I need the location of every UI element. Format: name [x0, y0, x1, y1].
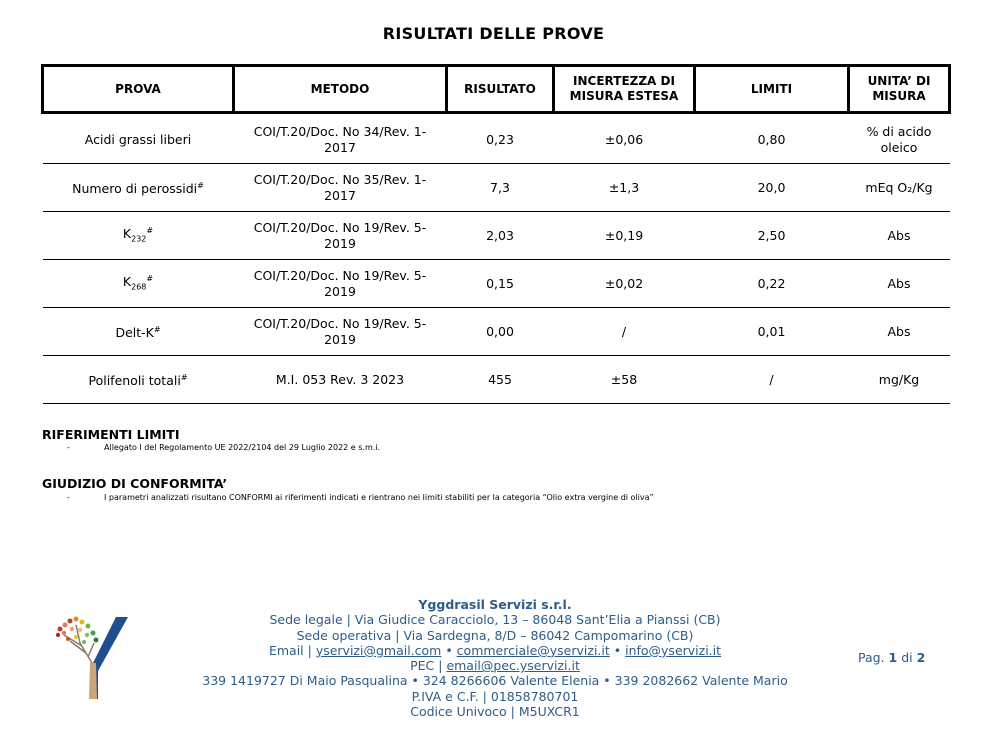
- page-label: Pag.: [858, 650, 885, 665]
- accreditation-mark: #: [153, 324, 161, 334]
- header-risultato: RISULTATO: [447, 66, 554, 113]
- accreditation-mark: #: [146, 274, 154, 284]
- cell-unita: % di acido oleico: [849, 116, 950, 164]
- cell-metodo: COI/T.20/Doc. No 19/Rev. 5-2019: [234, 308, 447, 356]
- cell-limiti: /: [695, 356, 849, 404]
- cell-prova: [43, 308, 234, 356]
- cell-risultato: 2,03: [447, 212, 554, 260]
- bullet-dash: -: [67, 493, 70, 502]
- footer-phones: 339 1419727 Di Maio Pasqualina • 324 8266606 Valente Elenia • 339 2082662 Valente Mario: [202, 673, 788, 689]
- cell-prova: [43, 212, 234, 260]
- footer: [195, 597, 795, 719]
- cell-limiti: 20,0: [695, 164, 849, 212]
- giudizio-heading: GIUDIZIO DI CONFORMITA’: [42, 476, 228, 491]
- document-title: RISULTATI DELLE PROVE: [382, 24, 605, 43]
- footer-pec-label: PEC |: [410, 658, 447, 674]
- accreditation-mark: #: [197, 180, 204, 190]
- header-prova: PROVA: [43, 66, 234, 113]
- prova-name: Delt-K: [115, 325, 154, 341]
- accreditation-mark: #: [146, 226, 154, 236]
- cell-risultato: 0,15: [447, 260, 554, 308]
- email-link-3[interactable]: info@yservizi.it: [625, 642, 722, 658]
- prova-name: K: [122, 226, 132, 242]
- cell-limiti: 0,80: [695, 116, 849, 164]
- cell-unita: Abs: [849, 212, 950, 260]
- table-row: [43, 116, 950, 164]
- footer-codice: Codice Univoco | M5UXCR1: [410, 704, 580, 720]
- cell-risultato: 0,00: [447, 308, 554, 356]
- cell-unita: mEq O₂/Kg: [849, 164, 950, 212]
- table-row: [43, 164, 950, 212]
- separator: •: [609, 642, 626, 658]
- cell-incertezza: /: [554, 308, 695, 356]
- table-row: [43, 356, 950, 404]
- separator: •: [441, 642, 457, 658]
- cell-prova: [43, 356, 234, 404]
- footer-email-line: [195, 643, 795, 658]
- page-of: di: [901, 650, 913, 665]
- riferimenti-item: [67, 443, 380, 452]
- cell-limiti: 0,01: [695, 308, 849, 356]
- footer-pec-line: [195, 658, 795, 673]
- table-row: [43, 212, 950, 260]
- cell-limiti: 2,50: [695, 212, 849, 260]
- cell-metodo: COI/T.20/Doc. No 19/Rev. 5-2019: [234, 260, 447, 308]
- cell-risultato: 7,3: [447, 164, 554, 212]
- header-metodo: METODO: [234, 66, 447, 113]
- riferimenti-text: Allegato I del Regolamento UE 2022/2104 del 29 Luglio 2022 e s.m.i.: [104, 443, 381, 452]
- page-total: 2: [916, 650, 926, 665]
- cell-unita: Abs: [849, 260, 950, 308]
- table-header-row: [43, 66, 950, 113]
- prova-subscript: 232: [131, 234, 147, 244]
- prova-name: Polifenoli totali: [88, 373, 181, 389]
- cell-metodo: COI/T.20/Doc. No 35/Rev. 1-2017: [234, 164, 447, 212]
- pec-link[interactable]: email@pec.yservizi.it: [446, 658, 580, 674]
- page-number: [858, 650, 925, 665]
- footer-email-label: Email |: [268, 642, 316, 658]
- giudizio-text: I parametri analizzati risultano CONFORMI ai riferimenti indicati e rientrano nei limiti stabiliti per la categoria “Olio extra vergine di oliva”: [104, 493, 654, 502]
- cell-prova: [43, 116, 234, 164]
- cell-unita: mg/Kg: [849, 356, 950, 404]
- prova-subscript: 268: [131, 282, 147, 292]
- bullet-dash: -: [67, 443, 70, 452]
- email-link-2[interactable]: commerciale@yservizi.it: [456, 642, 610, 658]
- prova-name: Numero di perossidi: [72, 181, 198, 197]
- cell-risultato: 455: [447, 356, 554, 404]
- table-row: [43, 308, 950, 356]
- prova-name: Acidi grassi liberi: [84, 131, 192, 147]
- footer-sede-legale: Sede legale | Via Giudice Caracciolo, 13 – 86048 Sant’Elia a Pianssi (CB): [269, 612, 721, 628]
- cell-prova: [43, 260, 234, 308]
- company-logo: [50, 613, 132, 703]
- footer-sede-operativa: Sede operativa | Via Sardegna, 8/D – 86042 Campomarino (CB): [296, 627, 694, 643]
- results-table: [41, 64, 951, 404]
- footer-piva: P.IVA e C.F. | 01858780701: [411, 688, 579, 704]
- page-current: 1: [888, 650, 898, 665]
- cell-incertezza: ±58: [554, 356, 695, 404]
- cell-incertezza: ±1,3: [554, 164, 695, 212]
- cell-metodo: M.I. 053 Rev. 3 2023: [234, 356, 447, 404]
- header-incertezza: INCERTEZZA DI MISURA ESTESA: [554, 66, 695, 113]
- prova-name: K: [122, 274, 132, 290]
- cell-incertezza: ±0,02: [554, 260, 695, 308]
- cell-incertezza: ±0,19: [554, 212, 695, 260]
- table-row: [43, 260, 950, 308]
- cell-metodo: COI/T.20/Doc. No 34/Rev. 1-2017: [234, 116, 447, 164]
- footer-company: Yggdrasil Servizi s.r.l.: [418, 597, 572, 612]
- header-unita: UNITA’ DI MISURA: [849, 66, 950, 113]
- cell-metodo: COI/T.20/Doc. No 19/Rev. 5-2019: [234, 212, 447, 260]
- cell-incertezza: ±0,06: [554, 116, 695, 164]
- accreditation-mark: #: [180, 372, 188, 382]
- header-limiti: LIMITI: [695, 66, 849, 113]
- email-link-1[interactable]: yservizi@gmail.com: [315, 642, 442, 658]
- giudizio-item: [67, 493, 654, 502]
- riferimenti-heading: RIFERIMENTI LIMITI: [42, 427, 180, 442]
- cell-unita: Abs: [849, 308, 950, 356]
- cell-risultato: 0,23: [447, 116, 554, 164]
- cell-limiti: 0,22: [695, 260, 849, 308]
- cell-prova: [43, 164, 234, 212]
